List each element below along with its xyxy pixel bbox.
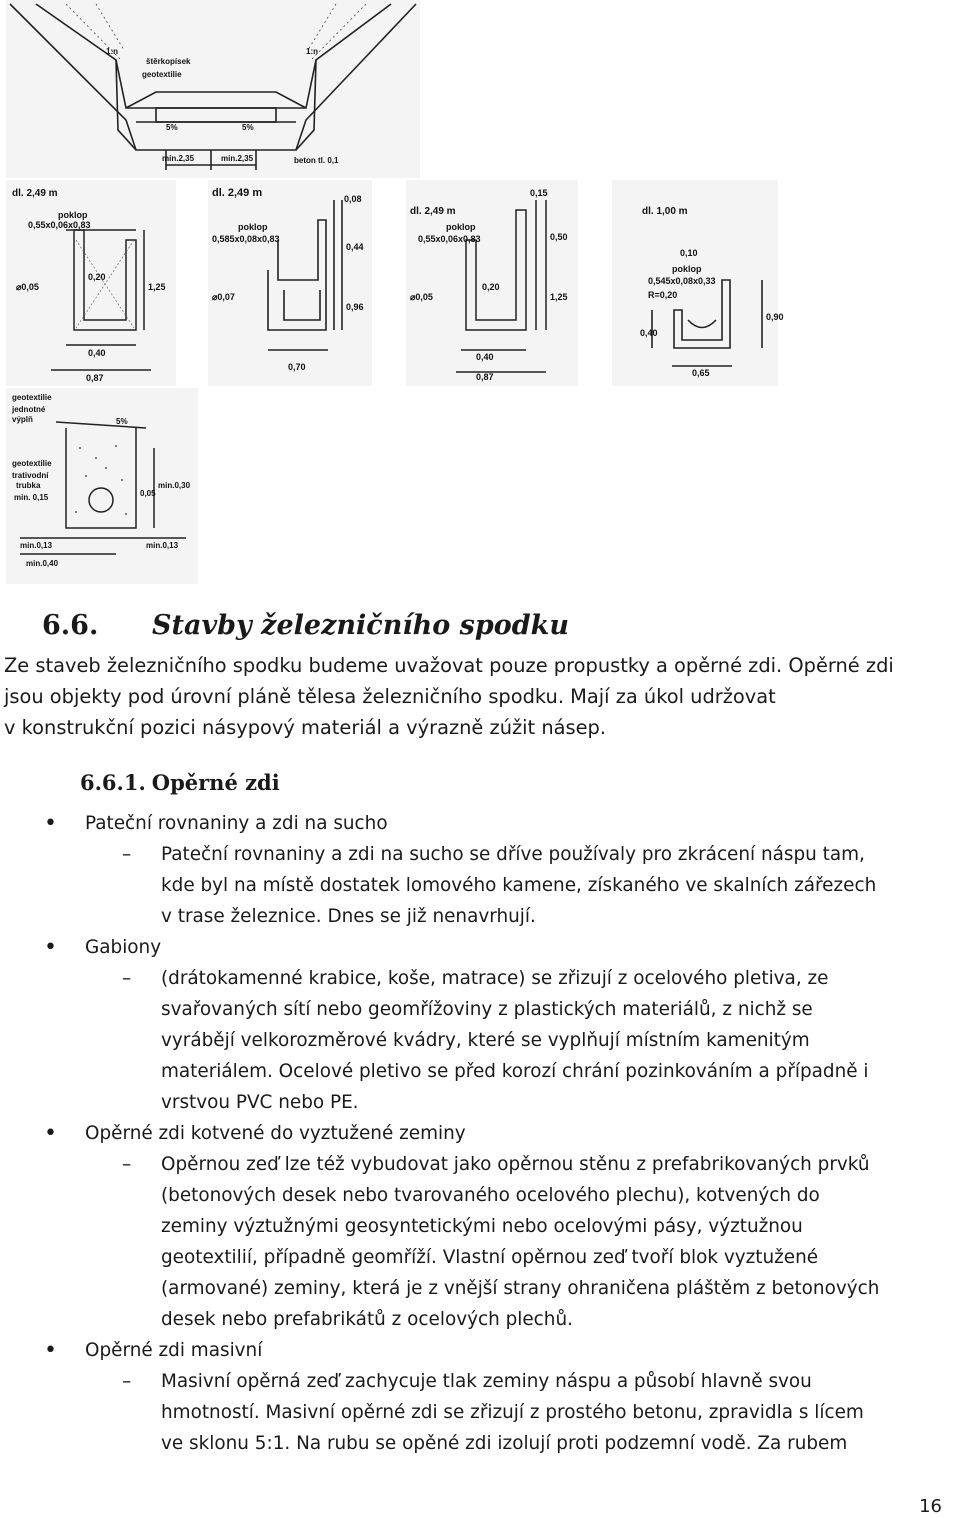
description-line: (betonových desek nebo tvarovaného ocelového plechu), kotvených do bbox=[161, 1185, 820, 1206]
drain-4-cover-size: 0,545x0,08x0,33 bbox=[648, 276, 716, 286]
drain-1-cover-size: 0,55x0,06x0,83 bbox=[28, 220, 91, 230]
drain-1-cover-label: poklop bbox=[58, 210, 88, 220]
slope-left-label: 1:n bbox=[106, 47, 118, 56]
drain-3-cover-label: poklop bbox=[446, 222, 476, 232]
description-line: vrstvou PVC nebo PE. bbox=[161, 1092, 359, 1113]
cross-section-drawing bbox=[6, 0, 420, 178]
list-item-description bbox=[0, 1366, 960, 1459]
list-item-label: • Pateční rovnaniny a zdi na sucho bbox=[0, 808, 960, 839]
description-line: kde byl na místě dostatek lomového kamene, získaného ve skalních zářezech bbox=[161, 875, 877, 896]
drain-3-pipe: ⌀0,05 bbox=[410, 292, 433, 302]
drain-4-length: dl. 1,00 m bbox=[642, 206, 688, 217]
trench-d2: min.0,30 bbox=[158, 481, 191, 490]
description-line: ve sklonu 5:1. Na rubu se opěné zdi izolují proti podzemní vodě. Za rubem bbox=[161, 1433, 848, 1454]
drain-3-d2: 0,20 bbox=[482, 282, 500, 292]
drain-4-radius: R=0,20 bbox=[648, 290, 678, 300]
drain-3-d4: 0,40 bbox=[476, 352, 494, 362]
drain-2-cover-label: poklop bbox=[238, 222, 268, 232]
concrete-label: beton tl. 0,1 bbox=[294, 156, 339, 165]
trench-label-2: jednotné bbox=[12, 405, 46, 414]
list-item-label: • Gabiony bbox=[0, 932, 960, 963]
description-line: svařovaných sítí nebo geomřížoviny z plastických materiálů, z nichž se bbox=[161, 999, 813, 1020]
list-item-description bbox=[0, 963, 960, 1118]
fall-right-label: 5% bbox=[242, 123, 254, 132]
drain-2-figure bbox=[208, 180, 372, 386]
subsection-title: Opěrné zdi bbox=[151, 770, 280, 795]
description-line: geotextilií, případně geomříží. Vlastní opěrnou zeď tvoří blok vyztužené bbox=[161, 1247, 819, 1268]
dim-left-label: min.2,35 bbox=[162, 154, 195, 163]
drain-3-length: dl. 2,49 m bbox=[410, 206, 456, 217]
drain-1-d1: 0,20 bbox=[88, 272, 106, 282]
drain-3-cover-size: 0,55x0,06x0,83 bbox=[418, 234, 481, 244]
section-heading bbox=[42, 610, 569, 641]
drain-2-d4: 0,70 bbox=[288, 362, 306, 372]
drain-3-d1: 0,50 bbox=[550, 232, 568, 242]
trench-label-1: geotextilie bbox=[12, 393, 52, 402]
drain-4-figure bbox=[612, 180, 784, 386]
drain-2-length: dl. 2,49 m bbox=[212, 187, 263, 199]
drain-4-d0: 0,10 bbox=[680, 248, 698, 258]
description-line: Opěrnou zeď lze též vybudovat jako opěrnou stěnu z prefabrikovaných prvků bbox=[161, 1154, 870, 1175]
fall-left-label: 5% bbox=[166, 123, 178, 132]
drain-1-d2: 1,25 bbox=[148, 282, 166, 292]
drain-2-d2: 0,44 bbox=[346, 242, 364, 252]
page-number: 16 bbox=[919, 1496, 942, 1517]
trench-label-6: trubka bbox=[16, 481, 41, 490]
dash-mark: – bbox=[122, 968, 132, 989]
list-item-description bbox=[0, 839, 960, 932]
trench-d5: min.0,40 bbox=[26, 559, 59, 568]
drain-2-pipe: ⌀0,07 bbox=[212, 292, 235, 302]
description-line: v trase železnice. Dnes se již nenavrhují. bbox=[161, 906, 536, 927]
drain-2-cover-size: 0,585x0,08x0,83 bbox=[212, 234, 280, 244]
drain-2-d1: 0,08 bbox=[344, 194, 362, 204]
railway-cross-section-figure bbox=[6, 0, 420, 178]
list-item-label: • Opěrné zdi kotvené do vyztužené zeminy bbox=[0, 1118, 960, 1149]
drain-4-d2: 0,90 bbox=[766, 312, 784, 322]
drain-1-pipe: ⌀0,05 bbox=[16, 282, 39, 292]
dash-mark: – bbox=[122, 1154, 132, 1175]
drain-2-d3: 0,96 bbox=[346, 302, 364, 312]
intro-line: v konstrukční pozici násypový materiál a výrazně zúžit násep. bbox=[4, 716, 606, 739]
drain-3-figure bbox=[406, 180, 578, 386]
drain-1-drawing bbox=[6, 180, 176, 386]
intro-paragraph bbox=[4, 650, 954, 743]
drain-4-cover-label: poklop bbox=[672, 264, 702, 274]
layer-geotextile-label: geotextilie bbox=[142, 70, 182, 79]
drain-3-d3: 1,25 bbox=[550, 292, 568, 302]
dim-right-label: min.2,35 bbox=[221, 154, 254, 163]
drain-1-d4: 0,87 bbox=[86, 373, 104, 383]
trench-label-7: min. 0,15 bbox=[14, 493, 49, 502]
drain-1-length: dl. 2,49 m bbox=[12, 188, 58, 199]
drain-3-d5: 0,87 bbox=[476, 372, 494, 382]
description-line: Masivní opěrná zeď zachycuje tlak zeminy náspu a působí hlavně svou bbox=[161, 1371, 812, 1392]
slope-right-label: 1:n bbox=[306, 47, 318, 56]
trench-d4: min.0,13 bbox=[146, 541, 179, 550]
drain-1-d3: 0,40 bbox=[88, 348, 106, 358]
trench-label-5: trativodní bbox=[12, 471, 49, 480]
list-item-label: • Opěrné zdi masivní bbox=[0, 1335, 960, 1366]
trench-d1: 0,05 bbox=[140, 489, 156, 498]
dash-mark: – bbox=[122, 844, 132, 865]
description-line: Pateční rovnaniny a zdi na sucho se dříve používaly pro zkrácení náspu tam, bbox=[161, 844, 865, 865]
list-item-description bbox=[0, 1149, 960, 1335]
subsection-heading bbox=[80, 770, 280, 795]
drain-3-drawing bbox=[406, 180, 578, 386]
trench-label-3: výplň bbox=[12, 415, 33, 424]
subsection-number: 6.6.1. bbox=[80, 770, 146, 795]
description-line: zeminy výztužnými geosyntetickými nebo ocelovými pásy, výztužnou bbox=[161, 1216, 803, 1237]
intro-line: jsou objekty pod úrovní pláně tělesa železničního spodku. Mají za úkol udržovat bbox=[4, 685, 776, 708]
retaining-walls-list bbox=[0, 808, 960, 1459]
description-line: materiálem. Ocelové pletivo se před korozí chrání pozinkováním a případně i bbox=[161, 1061, 869, 1082]
section-title: Stavby železničního spodku bbox=[152, 610, 569, 641]
dash-mark: – bbox=[122, 1371, 132, 1392]
trench-figure bbox=[6, 388, 198, 584]
drain-1-figure bbox=[6, 180, 176, 386]
drain-2-drawing bbox=[208, 180, 372, 386]
drain-4-d3: 0,65 bbox=[692, 368, 710, 378]
description-line: vyrábějí velkorozměrové kvádry, které se vyplňují místním kamenitým bbox=[161, 1030, 810, 1051]
intro-line: Ze staveb železničního spodku budeme uvažovat pouze propustky a opěrné zdi. Opěrné zdi bbox=[4, 654, 894, 677]
trench-fall: 5% bbox=[116, 417, 128, 426]
trench-drawing bbox=[6, 388, 198, 584]
drain-4-d1: 0,40 bbox=[640, 328, 658, 338]
layer-gravel-label: štěrkopísek bbox=[146, 57, 191, 66]
description-line: desek nebo prefabrikátů z ocelových plechů. bbox=[161, 1309, 573, 1330]
trench-label-4: geotextilie bbox=[12, 459, 52, 468]
section-number: 6.6. bbox=[42, 610, 99, 641]
description-line: hmotností. Masivní opěrné zdi se zřizují z prostého betonu, zpravidla s lícem bbox=[161, 1402, 864, 1423]
description-line: (armované) zeminy, která je z vnější strany ohraničena pláštěm z betonových bbox=[161, 1278, 880, 1299]
drain-4-drawing bbox=[612, 180, 784, 386]
drain-3-d0: 0,15 bbox=[530, 188, 548, 198]
description-line: (drátokamenné krabice, koše, matrace) se zřizují z ocelového pletiva, ze bbox=[161, 968, 829, 989]
trench-d3: min.0,13 bbox=[20, 541, 53, 550]
